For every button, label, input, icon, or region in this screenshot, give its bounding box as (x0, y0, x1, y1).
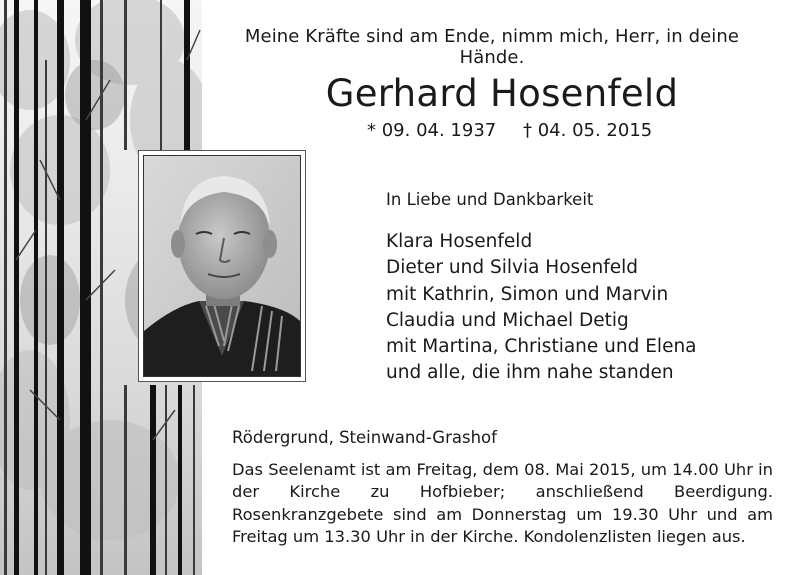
mourner-item: mit Martina, Christiane und Elena (386, 336, 697, 358)
place-text: Rödergrund, Steinwand-Grashof (232, 428, 497, 447)
death-date: † 04. 05. 2015 (523, 120, 653, 141)
portrait-graphic (144, 156, 300, 376)
service-info: Das Seelenamt ist am Freitag, dem 08. Mai 2015, um 14.00 Uhr in der Kirche zu Hofbieber; anschließend Beerdigung. Rosenkranzgebete sind am Donnerstag um 19.30 Uhr und am Freitag um 13.30 Uhr in der Kirche. Kondolenzlisten liegen aus. (232, 460, 773, 546)
deceased-name: Gerhard Hosenfeld (325, 72, 679, 115)
birth-date: * 09. 04. 1937 (367, 120, 497, 141)
portrait-photo (143, 155, 301, 377)
mourner-item: mit Kathrin, Simon und Marvin (386, 283, 669, 305)
mourner-item: Dieter und Silvia Hosenfeld (386, 257, 639, 279)
mourners-list (386, 229, 697, 387)
mourner-item: und alle, die ihm nahe standen (386, 362, 674, 384)
portrait-frame (138, 150, 306, 382)
mourner-item: Claudia und Michael Detig (386, 309, 629, 331)
intro-text: In Liebe und Dankbarkeit (386, 190, 594, 209)
mourner-item: Klara Hosenfeld (386, 231, 533, 252)
motto: Meine Kräfte sind am Ende, nimm mich, Herr, in deine Hände. (244, 26, 740, 68)
